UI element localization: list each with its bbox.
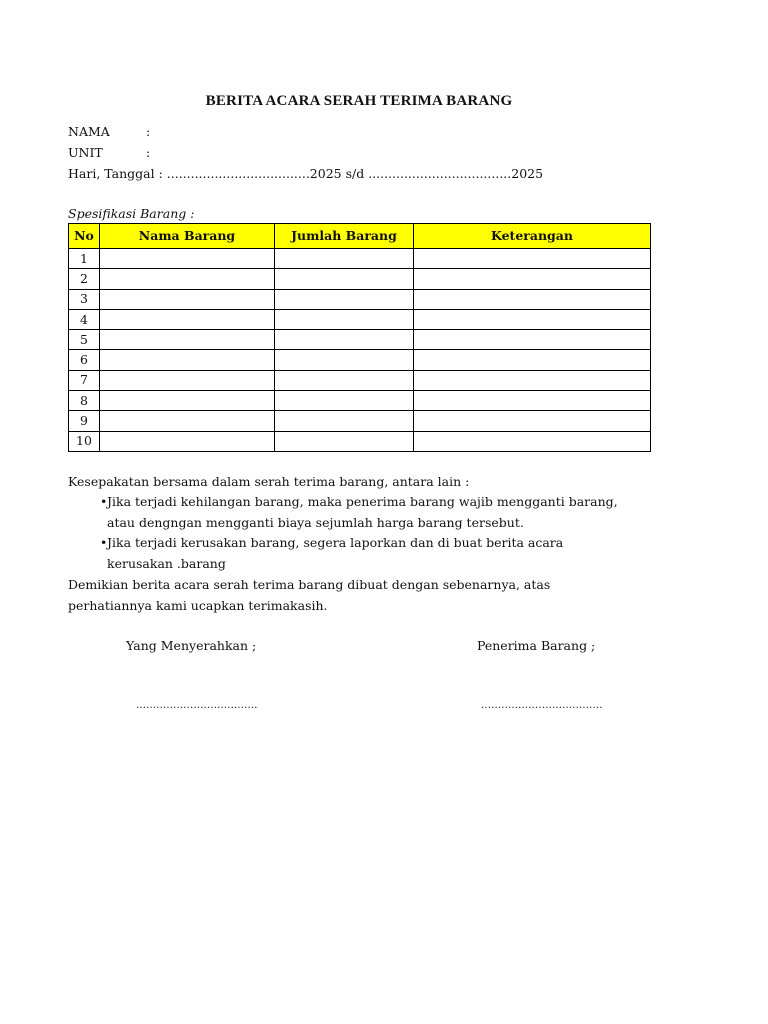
row-number: 4 [69,309,100,329]
cell-jumlah-barang[interactable] [275,431,414,451]
cell-nama-barang[interactable] [100,431,275,451]
field-nama [68,124,150,140]
table-row [69,350,651,370]
agreement-intro: Kesepakatan bersama dalam serah terima barang, antara lain : [68,474,470,489]
field-label-hari-tanggal: Hari, Tanggal [68,166,155,181]
cell-keterangan[interactable] [414,350,651,370]
row-number: 2 [69,269,100,289]
document-title: BERITA ACARA SERAH TERIMA BARANG [205,93,513,109]
cell-nama-barang[interactable] [100,309,275,329]
cell-nama-barang[interactable] [100,269,275,289]
row-number: 8 [69,391,100,411]
cell-keterangan[interactable] [414,249,651,269]
cell-jumlah-barang[interactable] [275,411,414,431]
cell-jumlah-barang[interactable] [275,330,414,350]
closing-paragraph: Demikian berita acara serah terima barang dibuat dengan sebenarnya, atas perhatiannya kami ucapkan terimakasih. [68,577,551,613]
agreement-list [100,492,620,574]
cell-jumlah-barang[interactable] [275,391,414,411]
cell-jumlah-barang[interactable] [275,370,414,390]
cell-nama-barang[interactable] [100,411,275,431]
cell-nama-barang[interactable] [100,391,275,411]
list-item [100,533,620,574]
cell-nama-barang[interactable] [100,330,275,350]
cell-jumlah-barang[interactable] [275,269,414,289]
field-hari-tanggal [68,166,543,182]
table-row [69,431,651,451]
table-row [69,249,651,269]
cell-nama-barang[interactable] [100,289,275,309]
cell-nama-barang[interactable] [100,370,275,390]
spec-label: Spesifikasi Barang : [68,206,195,221]
cell-keterangan[interactable] [414,391,651,411]
field-unit [68,145,150,161]
cell-keterangan[interactable] [414,269,651,289]
cell-nama-barang[interactable] [100,350,275,370]
row-number: 10 [69,431,100,451]
table-header-row [69,224,651,249]
bullet-icon: • [100,535,108,550]
table-row [69,289,651,309]
cell-jumlah-barang[interactable] [275,350,414,370]
field-label-nama: NAMA [68,124,110,139]
field-label-unit: UNIT [68,145,103,160]
field-value-nama: : [146,124,151,139]
signature-line-left: .................................... [136,700,258,711]
cell-jumlah-barang[interactable] [275,309,414,329]
table-row [69,269,651,289]
row-number: 9 [69,411,100,431]
signature-label-right: Penerima Barang ; [477,638,596,653]
cell-jumlah-barang[interactable] [275,249,414,269]
bullet-icon: • [100,494,108,509]
field-value-hari-tanggal: : ....................................2025 s/d ....................................2025 [154,166,544,181]
cell-keterangan[interactable] [414,431,651,451]
row-number: 3 [69,289,100,309]
row-number: 1 [69,249,100,269]
cell-nama-barang[interactable] [100,249,275,269]
row-number: 6 [69,350,100,370]
items-table [68,223,651,452]
cell-jumlah-barang[interactable] [275,289,414,309]
row-number: 7 [69,370,100,390]
cell-keterangan[interactable] [414,330,651,350]
header-no: No [69,224,100,249]
signature-line-right: .................................... [481,700,603,711]
cell-keterangan[interactable] [414,289,651,309]
table-row [69,391,651,411]
cell-keterangan[interactable] [414,411,651,431]
list-item-text: Jika terjadi kerusakan barang, segera laporkan dan di buat berita acara kerusakan .barang [107,535,564,571]
header-keterangan: Keterangan [414,224,651,249]
header-jumlah-barang: Jumlah Barang [275,224,414,249]
table-row [69,330,651,350]
table-row [69,309,651,329]
list-item-text: Jika terjadi kehilangan barang, maka penerima barang wajib mengganti barang, atau dengngan mengganti biaya sejumlah harga barang tersebut. [107,494,618,530]
cell-keterangan[interactable] [414,370,651,390]
table-row [69,370,651,390]
list-item [100,492,620,533]
row-number: 5 [69,330,100,350]
table-row [69,411,651,431]
field-value-unit: : [146,145,151,160]
header-nama-barang: Nama Barang [100,224,275,249]
signature-label-left: Yang Menyerahkan ; [126,638,257,653]
cell-keterangan[interactable] [414,309,651,329]
